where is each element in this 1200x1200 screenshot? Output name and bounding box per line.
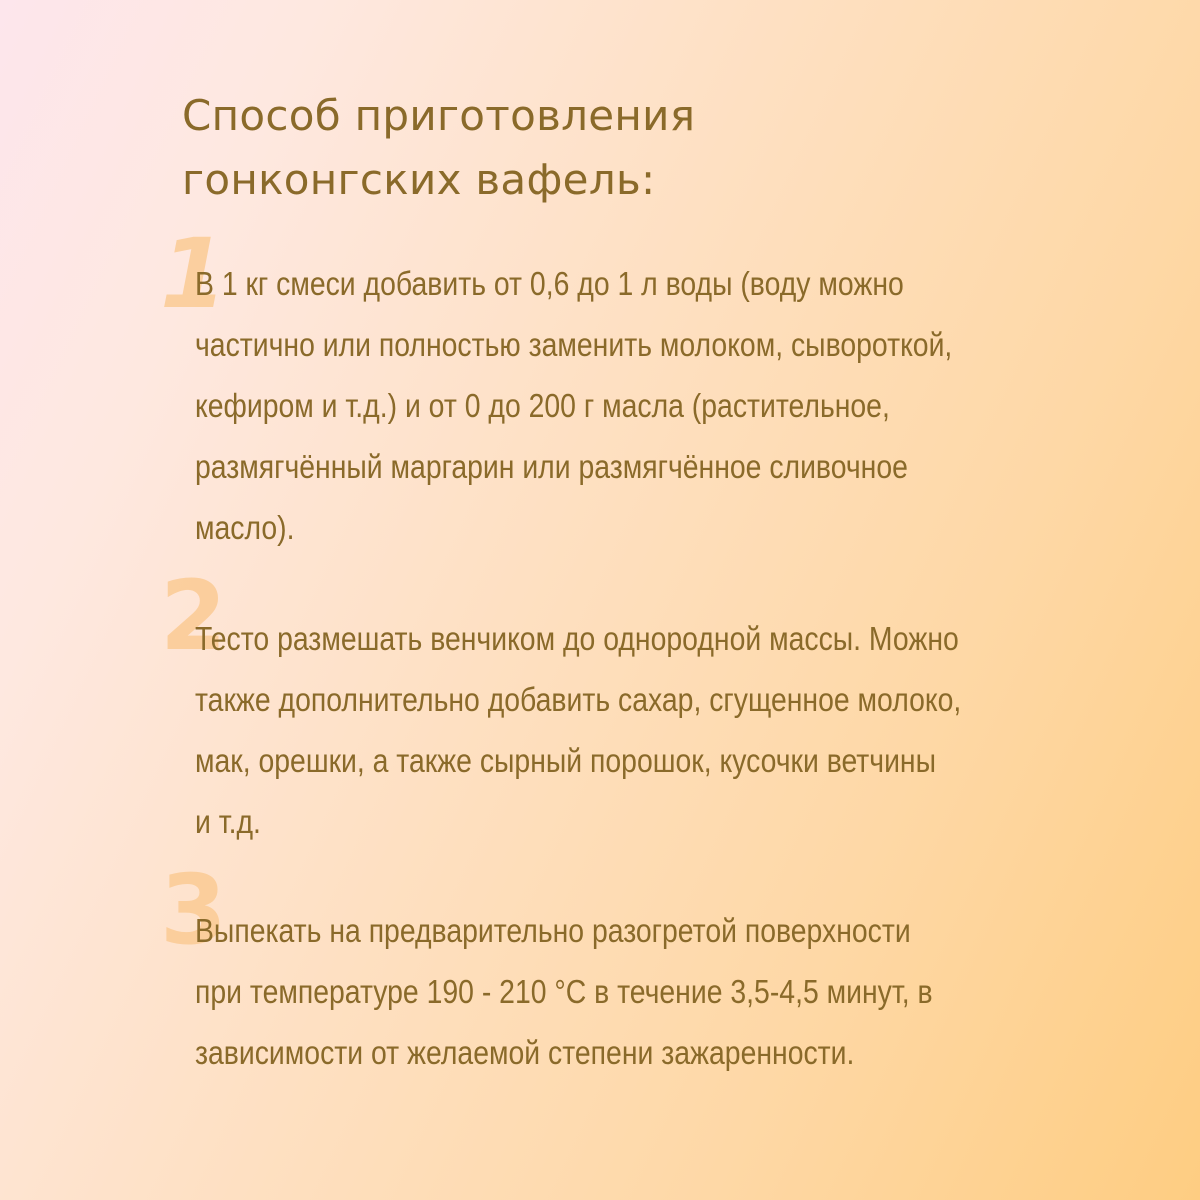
step-2-line-3: мак, орешки, а также сырный порошок, кусочки ветчины [195,742,937,779]
step-text-2 [195,608,1055,852]
step-1-line-5: масло). [195,509,295,546]
title-line-1: Способ приготовления [182,91,696,140]
step-1-line-4: размягчённый маргарин или размягчённое сливочное [195,448,908,485]
step-3-line-2: при температуре 190 - 210 °С в течение 3,5-4,5 минут, в [195,973,933,1010]
step-number-3: 3 [160,854,227,966]
step-2-line-1: Тесто размешать венчиком до однородной массы. Можно [195,620,959,657]
step-number-2: 2 [160,560,227,672]
step-text-3 [195,900,1055,1083]
step-text-1 [195,253,1055,558]
step-3-line-3: зависимости от желаемой степени зажаренности. [195,1034,855,1071]
step-number-1: 1 [160,218,227,330]
step-1-line-2: частично или полностью заменить молоком, сывороткой, [195,326,953,363]
title-line-2: гонконгских вафель: [182,155,656,204]
page-title [182,84,982,212]
step-3-line-1: Выпекать на предварительно разогретой поверхности [195,912,911,949]
step-1-line-3: кефиром и т.д.) и от 0 до 200 г масла (растительное, [195,387,890,424]
step-2-line-4: и т.д. [195,803,261,840]
step-2-line-2: также дополнительно добавить сахар, сгущенное молоко, [195,681,962,718]
step-1-line-1: В 1 кг смеси добавить от 0,6 до 1 л воды (воду можно [195,265,904,302]
